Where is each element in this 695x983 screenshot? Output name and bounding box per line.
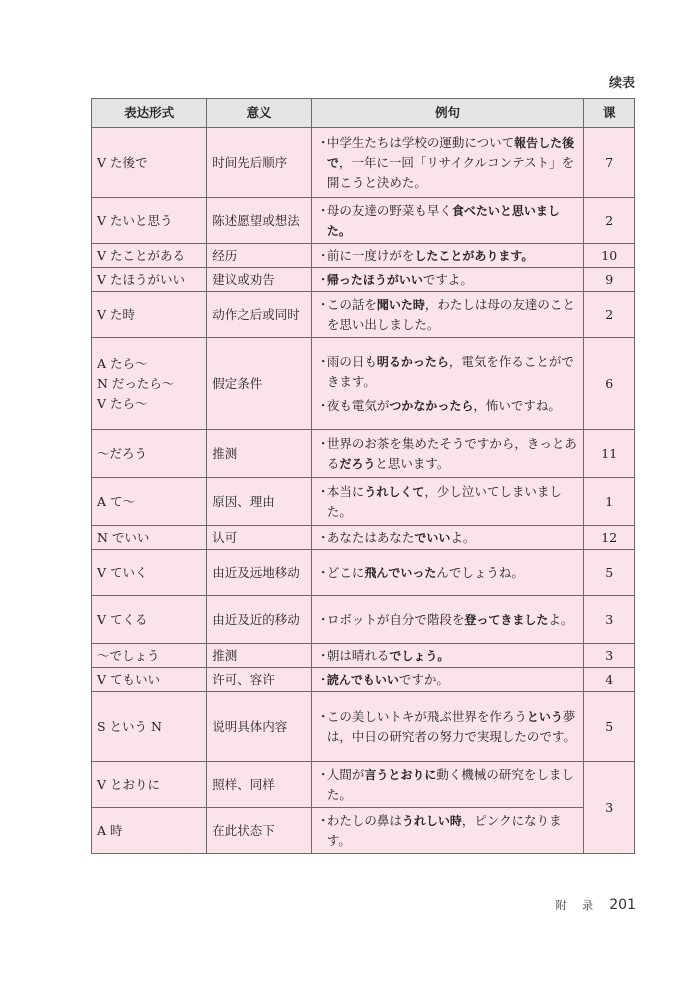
example-fragment: 中学生たちは学校の運動について bbox=[326, 134, 515, 150]
example-sentence bbox=[317, 352, 579, 392]
cell-example bbox=[311, 128, 584, 198]
cell-form bbox=[92, 596, 207, 644]
highlighted-grammar: うれしい時 bbox=[401, 813, 462, 828]
bullet-icon: ・ bbox=[316, 766, 330, 782]
cell-example bbox=[311, 550, 584, 596]
cell-lesson: 2 bbox=[584, 198, 635, 244]
cell-example bbox=[311, 478, 584, 526]
cell-example bbox=[311, 668, 584, 692]
table-body bbox=[92, 128, 635, 854]
bullet-icon: ・ bbox=[316, 247, 330, 263]
form-line: V たほうがいい bbox=[97, 271, 186, 287]
table-row bbox=[92, 268, 635, 292]
cell-form bbox=[92, 128, 207, 198]
example-fragment: 世界のお茶を集めたそうですから，きっとある bbox=[326, 435, 577, 471]
form-line: V たいと思う bbox=[97, 212, 173, 228]
highlighted-grammar: 明るかったら bbox=[376, 354, 449, 369]
highlighted-grammar: でいい bbox=[414, 530, 451, 545]
example-fragment: 人間が bbox=[326, 766, 365, 782]
cell-meaning: 动作之后或同时 bbox=[207, 292, 312, 338]
example-text bbox=[327, 707, 579, 747]
example-sentence bbox=[317, 246, 579, 266]
cell-lesson: 3 bbox=[584, 762, 635, 854]
cell-form bbox=[92, 668, 207, 692]
bullet-icon: ・ bbox=[316, 435, 330, 451]
example-sentence bbox=[317, 133, 579, 193]
highlighted-grammar: という bbox=[526, 709, 563, 724]
example-sentence bbox=[317, 295, 579, 335]
cell-example bbox=[311, 244, 584, 268]
cell-meaning: 照样、同样 bbox=[207, 762, 312, 808]
example-text bbox=[327, 295, 579, 335]
cell-example bbox=[311, 338, 584, 430]
table-row bbox=[92, 244, 635, 268]
form-line: N だったら～ bbox=[97, 375, 175, 391]
example-fragment: ，わたしは母の友達のことを思い出しました。 bbox=[326, 296, 575, 332]
example-sentence bbox=[317, 646, 579, 666]
grammar-table bbox=[91, 98, 635, 854]
example-sentence bbox=[317, 670, 579, 690]
example-fragment: ，電気を作ることができます。 bbox=[326, 353, 574, 389]
example-text bbox=[327, 610, 579, 630]
example-sentence bbox=[317, 563, 579, 583]
highlighted-grammar: 読んでもいい bbox=[326, 672, 399, 687]
form-line: V た後で bbox=[97, 154, 148, 170]
example-fragment: よ。 bbox=[450, 529, 476, 545]
cell-lesson: 7 bbox=[584, 128, 635, 198]
table-row bbox=[92, 596, 635, 644]
cell-lesson: 10 bbox=[584, 244, 635, 268]
table-row bbox=[92, 128, 635, 198]
page-footer bbox=[556, 897, 636, 913]
table-row bbox=[92, 478, 635, 526]
form-line: N でいい bbox=[97, 529, 150, 545]
highlighted-grammar: でしょう。 bbox=[389, 648, 450, 663]
cell-lesson: 12 bbox=[584, 526, 635, 550]
example-text bbox=[327, 270, 579, 290]
form-line: A たら～ bbox=[97, 355, 148, 371]
example-text bbox=[327, 765, 579, 805]
form-line: V ていく bbox=[97, 564, 148, 580]
example-fragment: んでしょうね。 bbox=[436, 564, 524, 580]
cell-form bbox=[92, 692, 207, 762]
cell-form bbox=[92, 762, 207, 808]
bullet-icon: ・ bbox=[316, 353, 330, 369]
highlighted-grammar: 帰ったほうがいい bbox=[326, 272, 423, 287]
bullet-icon: ・ bbox=[316, 202, 330, 218]
example-fragment: 雨の日も bbox=[326, 353, 377, 369]
example-text bbox=[327, 352, 579, 392]
table-row bbox=[92, 762, 635, 808]
example-sentence bbox=[317, 482, 579, 522]
highlighted-grammar: 報告した後で bbox=[326, 135, 575, 170]
header-form: 表达形式 bbox=[92, 99, 207, 128]
example-fragment: 夢は，中日の研究者の努力で実現したのです。 bbox=[326, 708, 576, 744]
example-fragment: あなたはあなた bbox=[326, 529, 415, 545]
table-row bbox=[92, 644, 635, 668]
cell-form bbox=[92, 526, 207, 550]
cell-lesson: 11 bbox=[584, 430, 635, 478]
cell-form bbox=[92, 808, 207, 854]
cell-example bbox=[311, 526, 584, 550]
bullet-icon: ・ bbox=[316, 296, 330, 312]
page-number: 201 bbox=[609, 897, 636, 913]
example-text bbox=[327, 434, 579, 474]
form-line: ～だろう bbox=[97, 445, 148, 461]
example-fragment: どこに bbox=[326, 564, 365, 580]
cell-meaning: 由近及近的移动 bbox=[207, 596, 312, 644]
cell-example bbox=[311, 198, 584, 244]
bullet-icon: ・ bbox=[316, 708, 330, 724]
cell-meaning: 原因、理由 bbox=[207, 478, 312, 526]
highlighted-grammar: したことがあります。 bbox=[414, 248, 534, 263]
highlighted-grammar: 登ってきました bbox=[464, 612, 549, 627]
table-row bbox=[92, 338, 635, 430]
cell-example bbox=[311, 430, 584, 478]
cell-lesson: 3 bbox=[584, 644, 635, 668]
cell-form bbox=[92, 338, 207, 430]
cell-example bbox=[311, 268, 584, 292]
cell-form bbox=[92, 644, 207, 668]
example-sentence bbox=[317, 765, 579, 805]
form-line: V とおりに bbox=[97, 776, 161, 792]
example-sentence bbox=[317, 434, 579, 474]
bullet-icon: ・ bbox=[316, 483, 330, 499]
bullet-icon: ・ bbox=[316, 647, 330, 663]
cell-meaning: 在此状态下 bbox=[207, 808, 312, 854]
cell-lesson: 5 bbox=[584, 550, 635, 596]
table-row bbox=[92, 526, 635, 550]
cell-meaning: 认可 bbox=[207, 526, 312, 550]
form-line: S という N bbox=[97, 718, 162, 734]
table-row bbox=[92, 808, 635, 854]
example-text bbox=[327, 811, 579, 851]
table-row bbox=[92, 430, 635, 478]
cell-example bbox=[311, 692, 584, 762]
example-fragment: 朝は晴れる bbox=[326, 647, 390, 663]
bullet-icon: ・ bbox=[316, 564, 330, 580]
cell-form bbox=[92, 292, 207, 338]
example-sentence bbox=[317, 528, 579, 548]
form-line: V たことがある bbox=[97, 247, 186, 263]
bullet-icon: ・ bbox=[316, 671, 330, 687]
example-fragment: 母の友達の野菜も早く bbox=[326, 202, 452, 218]
table-row bbox=[92, 292, 635, 338]
form-line: V た時 bbox=[97, 306, 136, 322]
highlighted-grammar: 食べたいと思いました。 bbox=[326, 203, 560, 238]
example-sentence bbox=[317, 610, 579, 630]
cell-lesson: 9 bbox=[584, 268, 635, 292]
highlighted-grammar: 言うとおりに bbox=[364, 767, 437, 782]
cell-form bbox=[92, 478, 207, 526]
table-row bbox=[92, 198, 635, 244]
cell-lesson: 2 bbox=[584, 292, 635, 338]
cell-lesson: 1 bbox=[584, 478, 635, 526]
example-text bbox=[327, 133, 579, 193]
header-lesson: 课 bbox=[584, 99, 635, 128]
example-text bbox=[327, 528, 579, 548]
bullet-icon: ・ bbox=[316, 812, 330, 828]
form-line: V たら～ bbox=[97, 395, 148, 411]
cell-meaning: 经历 bbox=[207, 244, 312, 268]
cell-example bbox=[311, 644, 584, 668]
cell-form bbox=[92, 550, 207, 596]
table-row bbox=[92, 550, 635, 596]
example-text bbox=[327, 563, 579, 583]
example-sentence bbox=[317, 707, 579, 747]
cell-example bbox=[311, 292, 584, 338]
example-sentence bbox=[317, 396, 579, 416]
table-row bbox=[92, 692, 635, 762]
example-fragment: この話を bbox=[326, 296, 377, 312]
form-line: V てくる bbox=[97, 611, 148, 627]
example-sentence bbox=[317, 270, 579, 290]
cell-form bbox=[92, 268, 207, 292]
table-header-row bbox=[92, 99, 635, 128]
example-fragment: ，怖いですね。 bbox=[473, 397, 561, 413]
form-line: A 時 bbox=[97, 822, 123, 838]
example-fragment: と思います。 bbox=[375, 455, 450, 471]
form-line: ～でしょう bbox=[97, 647, 160, 663]
example-fragment: ロボットが自分で階段を bbox=[326, 611, 465, 627]
bullet-icon: ・ bbox=[316, 611, 330, 627]
bullet-icon: ・ bbox=[316, 271, 330, 287]
example-text bbox=[327, 246, 579, 266]
footer-section: 附 录 bbox=[555, 899, 600, 912]
highlighted-grammar: だろう bbox=[339, 456, 376, 471]
form-line: V てもいい bbox=[97, 671, 161, 687]
cell-example bbox=[311, 808, 584, 854]
cell-meaning: 建议或劝告 bbox=[207, 268, 312, 292]
form-line: A て～ bbox=[97, 493, 136, 509]
example-fragment: ですか。 bbox=[398, 671, 449, 687]
cell-meaning: 许可、容许 bbox=[207, 668, 312, 692]
example-fragment: ，一年に一回「リサイクルコンテスト」を開こうと決めた。 bbox=[326, 154, 575, 190]
cell-form bbox=[92, 198, 207, 244]
cell-meaning: 推测 bbox=[207, 644, 312, 668]
example-fragment: 動く機械の研究をしました。 bbox=[326, 766, 574, 802]
example-sentence bbox=[317, 811, 579, 851]
cell-example bbox=[311, 762, 584, 808]
cell-form bbox=[92, 430, 207, 478]
cell-lesson: 6 bbox=[584, 338, 635, 430]
continued-label: 续表 bbox=[608, 76, 635, 91]
example-fragment: ですよ。 bbox=[422, 271, 473, 287]
example-fragment: ，少し泣いてしまいました。 bbox=[326, 483, 562, 519]
example-text bbox=[327, 646, 579, 666]
example-fragment: 夜も電気が bbox=[326, 397, 390, 413]
example-fragment: この美しいトキが飛ぶ世界を作ろう bbox=[326, 708, 527, 724]
example-text bbox=[327, 201, 579, 241]
cell-meaning: 说明具体内容 bbox=[207, 692, 312, 762]
bullet-icon: ・ bbox=[316, 529, 330, 545]
example-fragment: よ。 bbox=[548, 611, 574, 627]
header-meaning: 意义 bbox=[207, 99, 312, 128]
cell-meaning: 陈述愿望或想法 bbox=[207, 198, 312, 244]
cell-example bbox=[311, 596, 584, 644]
cell-lesson: 3 bbox=[584, 596, 635, 644]
example-text bbox=[327, 670, 579, 690]
highlighted-grammar: 飛んでいった bbox=[364, 565, 437, 580]
cell-form bbox=[92, 244, 207, 268]
highlighted-grammar: 聞いた時 bbox=[376, 297, 425, 312]
example-fragment: ，ピンクになります。 bbox=[326, 812, 562, 848]
example-fragment: 前に一度けがを bbox=[326, 247, 415, 263]
example-sentence bbox=[317, 201, 579, 241]
cell-lesson: 4 bbox=[584, 668, 635, 692]
cell-meaning: 假定条件 bbox=[207, 338, 312, 430]
cell-meaning: 时间先后顺序 bbox=[207, 128, 312, 198]
example-text bbox=[327, 482, 579, 522]
bullet-icon: ・ bbox=[316, 397, 330, 413]
highlighted-grammar: うれしくて bbox=[364, 484, 425, 499]
bullet-icon: ・ bbox=[316, 134, 330, 150]
example-fragment: わたしの鼻は bbox=[326, 812, 402, 828]
cell-meaning: 由近及远地移动 bbox=[207, 550, 312, 596]
highlighted-grammar: つかなかったら bbox=[389, 398, 474, 413]
example-fragment: 本当に bbox=[326, 483, 365, 499]
header-example: 例句 bbox=[311, 99, 584, 128]
table-row bbox=[92, 668, 635, 692]
cell-lesson: 5 bbox=[584, 692, 635, 762]
cell-meaning: 推测 bbox=[207, 430, 312, 478]
example-text bbox=[327, 396, 579, 416]
